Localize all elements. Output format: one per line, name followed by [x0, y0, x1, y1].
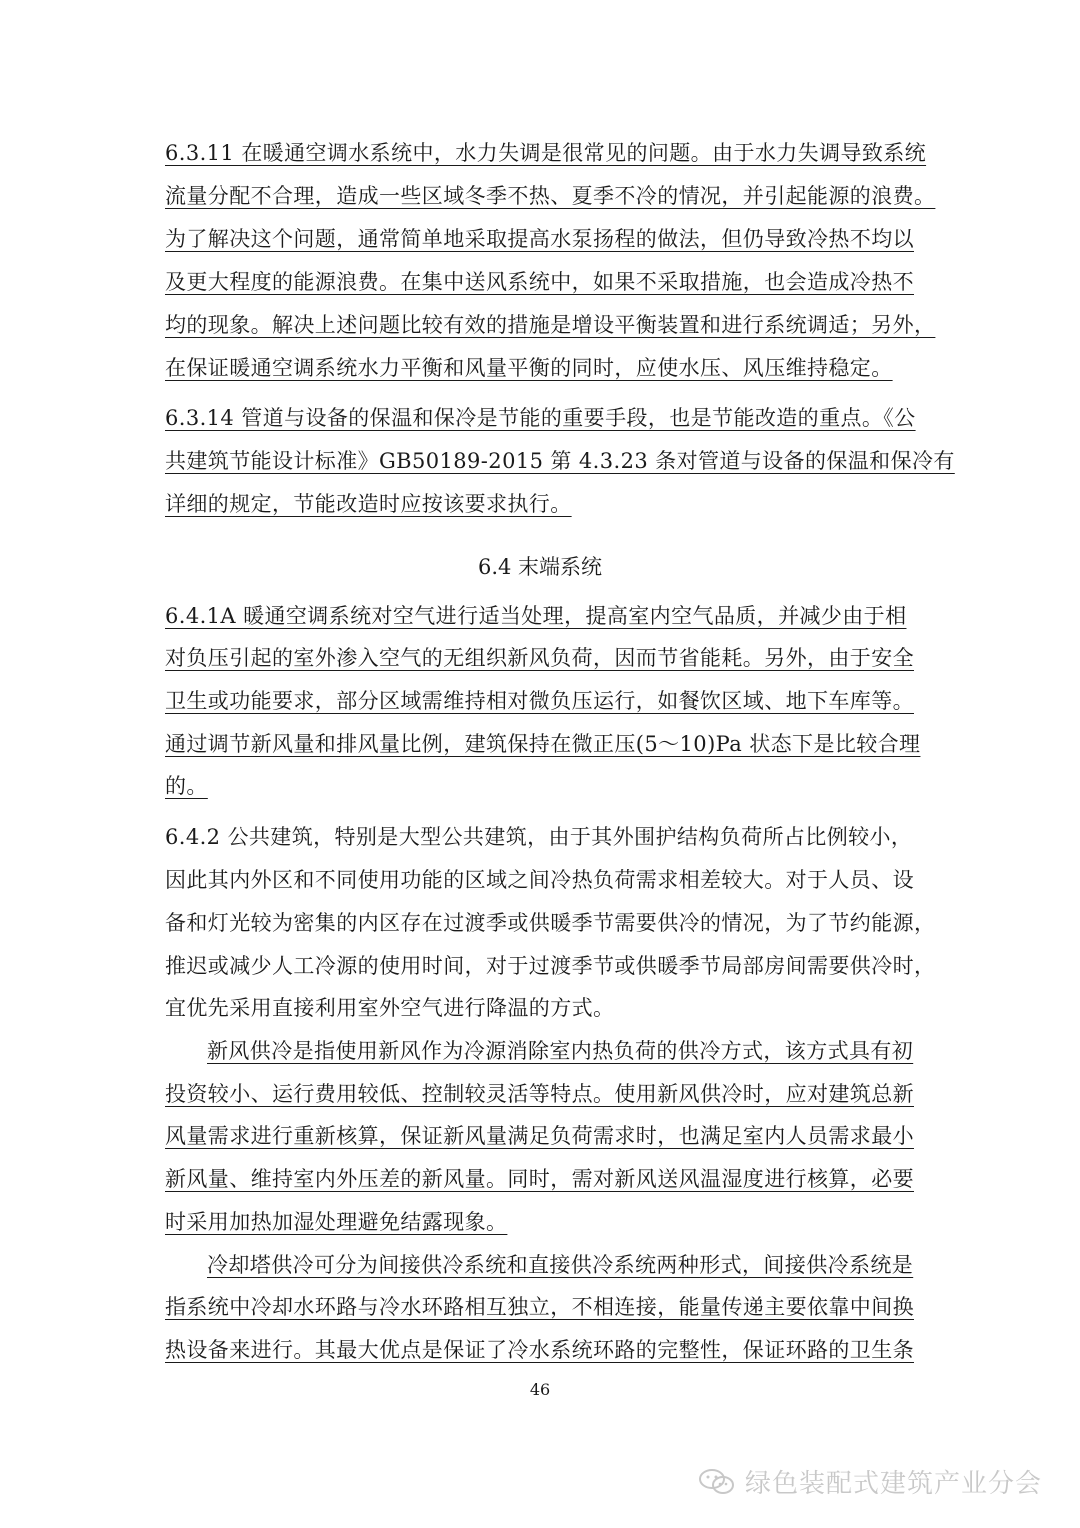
text-line: 推迟或减少人工冷源的使用时间，对于过渡季节或供暖季节局部房间需要供冷时，: [165, 954, 936, 978]
text-line: 的。: [165, 774, 208, 798]
text-line: 时采用加热加湿处理避免结露现象。: [165, 1210, 508, 1234]
text-line: 冷却塔供冷可分为间接供冷系统和直接供冷系统两种形式，间接供冷系统是: [207, 1253, 914, 1277]
text-line: 新风量、维持室内外压差的新风量。同时，需对新风送风温湿度进行核算，必要: [165, 1167, 914, 1191]
text-line: 卫生或功能要求，部分区域需维持相对微负压运行，如餐饮区域、地下车库等。: [165, 689, 914, 713]
text-line: 在保证暖通空调系统水力平衡和风量平衡的同时，应使水压、风压维持稳定。: [165, 356, 893, 380]
text-line: 因此其内外区和不同使用功能的区域之间冷热负荷需求相差较大。对于人员、设: [165, 868, 914, 892]
text-line: 备和灯光较为密集的内区存在过渡季或供暖季节需要供冷的情况，为了节约能源，: [165, 911, 936, 935]
text-line: 及更大程度的能源浪费。在集中送风系统中，如果不采取措施，也会造成冷热不: [165, 270, 914, 294]
text-line: 6.3.11 在暖通空调水系统中，水力失调是很常见的问题。由于水力失调导致系统: [165, 141, 927, 165]
watermark-text: 绿色装配式建筑产业分会: [744, 1469, 1042, 1499]
watermark: [697, 1463, 1042, 1500]
text-line: 宜优先采用直接利用室外空气进行降温的方式。: [165, 996, 615, 1020]
text-line: 投资较小、运行费用较低、控制较灵活等特点。使用新风供冷时，应对建筑总新: [165, 1082, 914, 1106]
text-line: 为了解决这个问题，通常简单地采取提高水泵扬程的做法，但仍导致冷热不均以: [165, 227, 914, 251]
text-line: 新风供冷是指使用新风作为冷源消除室内热负荷的供冷方式，该方式具有初: [207, 1039, 914, 1063]
wechat-icon: [697, 1467, 737, 1497]
page-number: 46: [529, 1380, 551, 1399]
text-line: 风量需求进行重新核算，保证新风量满足负荷需求时，也满足室内人员需求最小: [165, 1124, 914, 1148]
text-line: 详细的规定，节能改造时应按该要求执行。: [165, 492, 572, 516]
text-line: 对负压引起的室外渗入空气的无组织新风负荷，因而节省能耗。另外，由于安全: [165, 646, 914, 670]
text-line: 6.3.14 管道与设备的保温和保冷是节能的重要手段，也是节能改造的重点。《公: [165, 406, 916, 430]
text-line: 6.4.1A 暖通空调系统对空气进行适当处理，提高室内空气品质，并减少由于相: [165, 604, 907, 628]
text-line: 流量分配不合理，造成一些区域冬季不热、夏季不冷的情况，并引起能源的浪费。: [165, 184, 936, 208]
text-line: 热设备来进行。其最大优点是保证了冷水系统环路的完整性，保证环路的卫生条: [165, 1338, 914, 1362]
text-line: 通过调节新风量和排风量比例，建筑保持在微正压(5～10)Pa 状态下是比较合理: [165, 732, 921, 756]
text-line: 均的现象。解决上述问题比较有效的措施是增设平衡装置和进行系统调适；另外，: [165, 313, 936, 337]
section-heading: 6.4 末端系统: [477, 555, 603, 579]
text-line: 共建筑节能设计标准》GB50189-2015 第 4.3.23 条对管道与设备的保温和保冷有: [165, 449, 955, 473]
text-line: 6.4.2 公共建筑，特别是大型公共建筑，由于其外围护结构负荷所占比例较小，: [165, 825, 913, 849]
text-line: 指系统中冷却水环路与冷水环路相互独立，不相连接，能量传递主要依靠中间换: [165, 1295, 914, 1319]
